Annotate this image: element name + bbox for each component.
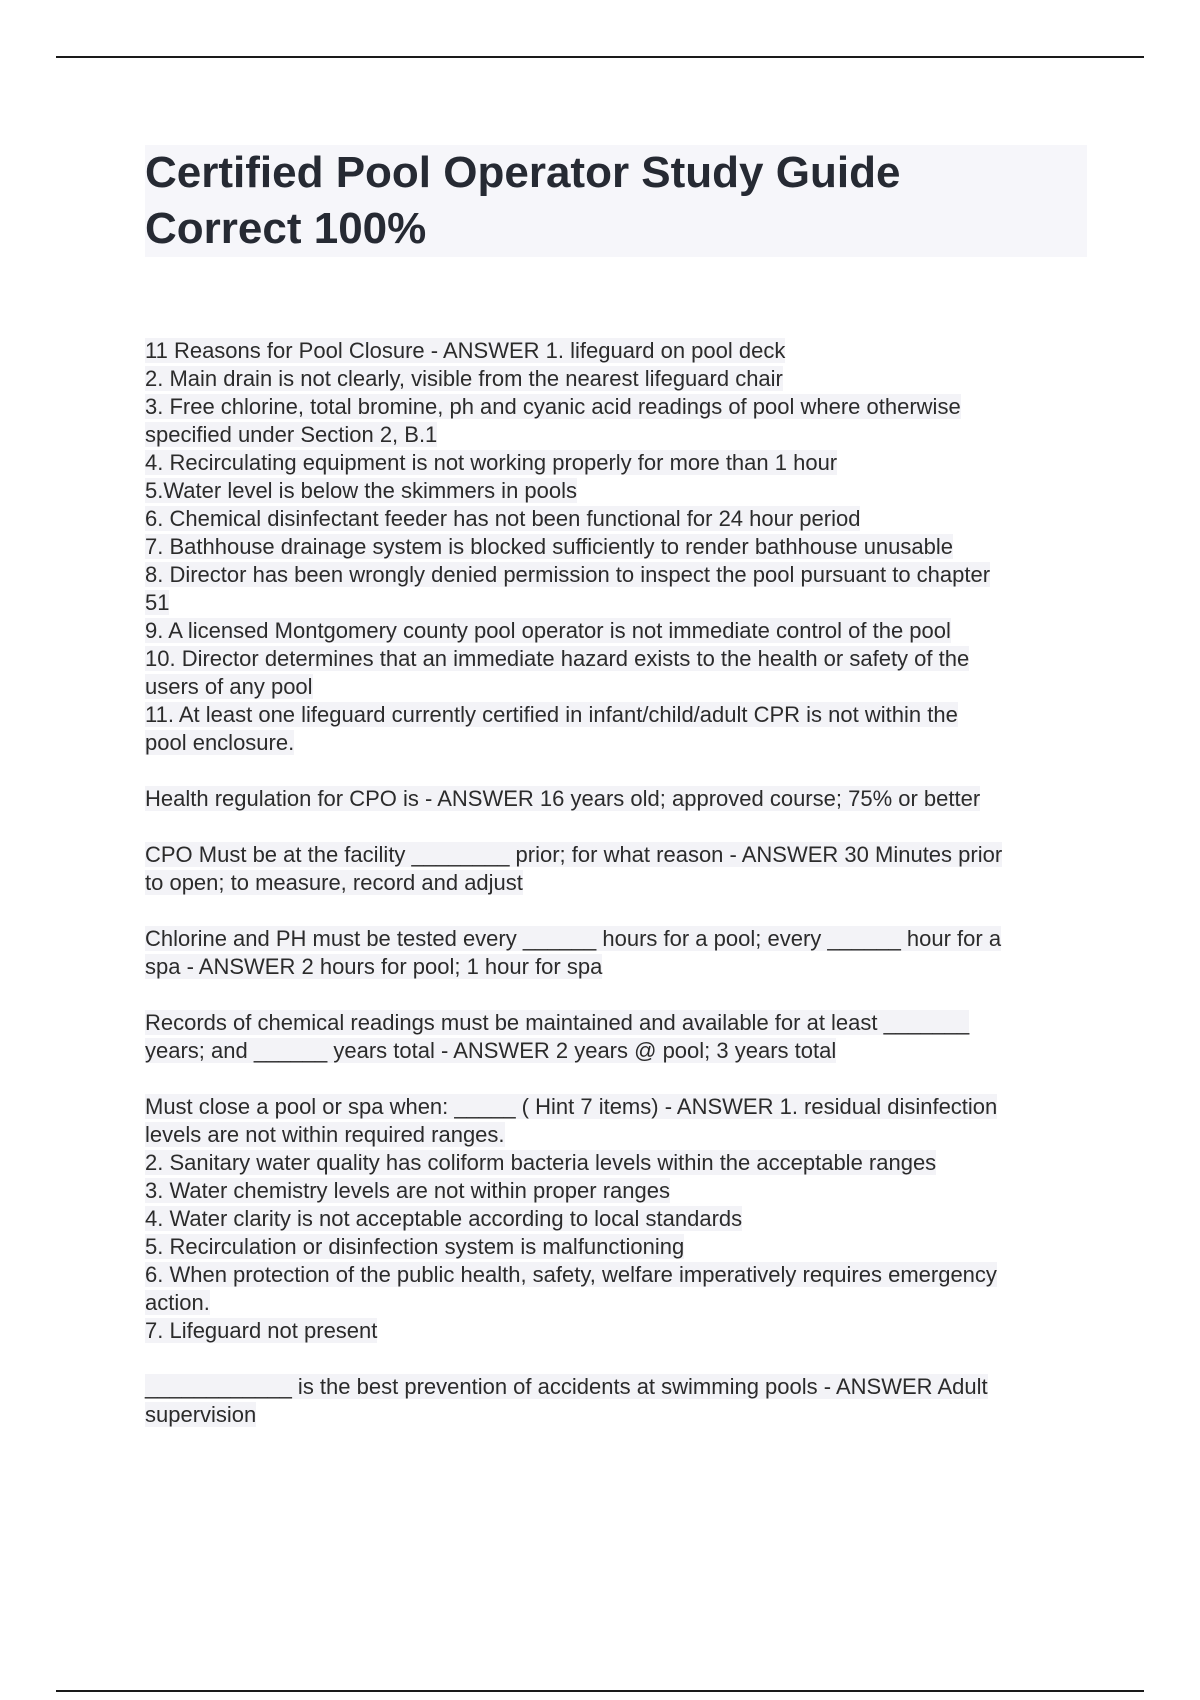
qa-item [145, 1093, 1090, 1345]
qa-text: users of any pool [145, 674, 313, 699]
qa-line [145, 1261, 1090, 1289]
qa-line [145, 1149, 1090, 1177]
header-rule [56, 56, 1144, 58]
qa-text: 51 [145, 590, 170, 615]
qa-text: Chlorine and PH must be tested every ______ hours for a pool; every ______ hour for a [145, 926, 1002, 951]
qa-line [145, 533, 1090, 561]
qa-text: to open; to measure, record and adjust [145, 870, 523, 895]
qa-text: 3. Free chlorine, total bromine, ph and cyanic acid readings of pool where otherwise [145, 394, 961, 419]
qa-line [145, 701, 1090, 729]
qa-text: 8. Director has been wrongly denied permission to inspect the pool pursuant to chapter [145, 562, 991, 587]
qa-line [145, 505, 1090, 533]
qa-text: years; and ______ years total - ANSWER 2 years @ pool; 3 years total [145, 1038, 837, 1063]
qa-text: 5.Water level is below the skimmers in pools [145, 478, 578, 503]
qa-line [145, 1093, 1090, 1121]
qa-text: 6. When protection of the public health, safety, welfare imperatively requires emergency [145, 1262, 997, 1287]
qa-line [145, 393, 1090, 421]
qa-text: 5. Recirculation or disinfection system is malfunctioning [145, 1234, 685, 1259]
qa-line [145, 1009, 1090, 1037]
qa-line [145, 785, 1090, 813]
document-title [145, 145, 1087, 257]
study-content [145, 337, 1090, 1457]
qa-line [145, 1177, 1090, 1205]
qa-line [145, 1233, 1090, 1261]
qa-line [145, 1401, 1090, 1429]
qa-line [145, 1121, 1090, 1149]
qa-text: levels are not within required ranges. [145, 1122, 505, 1147]
qa-text: 7. Lifeguard not present [145, 1318, 378, 1343]
qa-line [145, 1037, 1090, 1065]
qa-text: 2. Sanitary water quality has coliform bacteria levels within the acceptable ranges [145, 1150, 937, 1175]
qa-text: Health regulation for CPO is - ANSWER 16 years old; approved course; 75% or better [145, 786, 981, 811]
qa-text: CPO Must be at the facility ________ prior; for what reason - ANSWER 30 Minutes prior [145, 842, 1003, 867]
qa-text: specified under Section 2, B.1 [145, 422, 438, 447]
qa-item [145, 841, 1090, 897]
qa-line [145, 421, 1090, 449]
qa-line [145, 729, 1090, 757]
qa-line [145, 561, 1090, 589]
qa-text: spa - ANSWER 2 hours for pool; 1 hour for spa [145, 954, 603, 979]
qa-line [145, 673, 1090, 701]
qa-line [145, 477, 1090, 505]
qa-text: 4. Recirculating equipment is not working properly for more than 1 hour [145, 450, 838, 475]
qa-item [145, 337, 1090, 757]
qa-line [145, 1289, 1090, 1317]
qa-line [145, 645, 1090, 673]
qa-line [145, 869, 1090, 897]
qa-item [145, 1009, 1090, 1065]
qa-item [145, 925, 1090, 981]
qa-line [145, 365, 1090, 393]
qa-text: 10. Director determines that an immediate hazard exists to the health or safety of the [145, 646, 970, 671]
qa-text: 4. Water clarity is not acceptable according to local standards [145, 1206, 743, 1231]
qa-text: 6. Chemical disinfectant feeder has not been functional for 24 hour period [145, 506, 861, 531]
qa-line [145, 841, 1090, 869]
qa-text: Records of chemical readings must be maintained and available for at least _______ [145, 1010, 970, 1035]
title-block [145, 145, 1087, 257]
qa-line [145, 1205, 1090, 1233]
qa-line [145, 449, 1090, 477]
qa-text: action. [145, 1290, 210, 1315]
title-line: Certified Pool Operator Study Guide [145, 148, 901, 197]
qa-line [145, 1317, 1090, 1345]
qa-text: 2. Main drain is not clearly, visible from the nearest lifeguard chair [145, 366, 783, 391]
qa-text: 7. Bathhouse drainage system is blocked sufficiently to render bathhouse unusable [145, 534, 953, 559]
qa-line [145, 617, 1090, 645]
qa-line [145, 337, 1090, 365]
qa-text: 11. At least one lifeguard currently certified in infant/child/adult CPR is not within the [145, 702, 958, 727]
qa-line [145, 1373, 1090, 1401]
title-line: Correct 100% [145, 204, 427, 253]
qa-text: 9. A licensed Montgomery county pool operator is not immediate control of the pool [145, 618, 951, 643]
qa-item [145, 785, 1090, 813]
qa-text: 3. Water chemistry levels are not within proper ranges [145, 1178, 670, 1203]
footer-rule [56, 1690, 1144, 1692]
qa-text: ____________ is the best prevention of accidents at swimming pools - ANSWER Adult [145, 1374, 988, 1399]
qa-text: pool enclosure. [145, 730, 295, 755]
qa-line [145, 925, 1090, 953]
qa-item [145, 1373, 1090, 1429]
qa-line [145, 953, 1090, 981]
qa-line [145, 589, 1090, 617]
qa-text: Must close a pool or spa when: _____ ( Hint 7 items) - ANSWER 1. residual disinfection [145, 1094, 998, 1119]
qa-text: supervision [145, 1402, 257, 1427]
qa-text: 11 Reasons for Pool Closure - ANSWER 1. lifeguard on pool deck [145, 338, 786, 363]
